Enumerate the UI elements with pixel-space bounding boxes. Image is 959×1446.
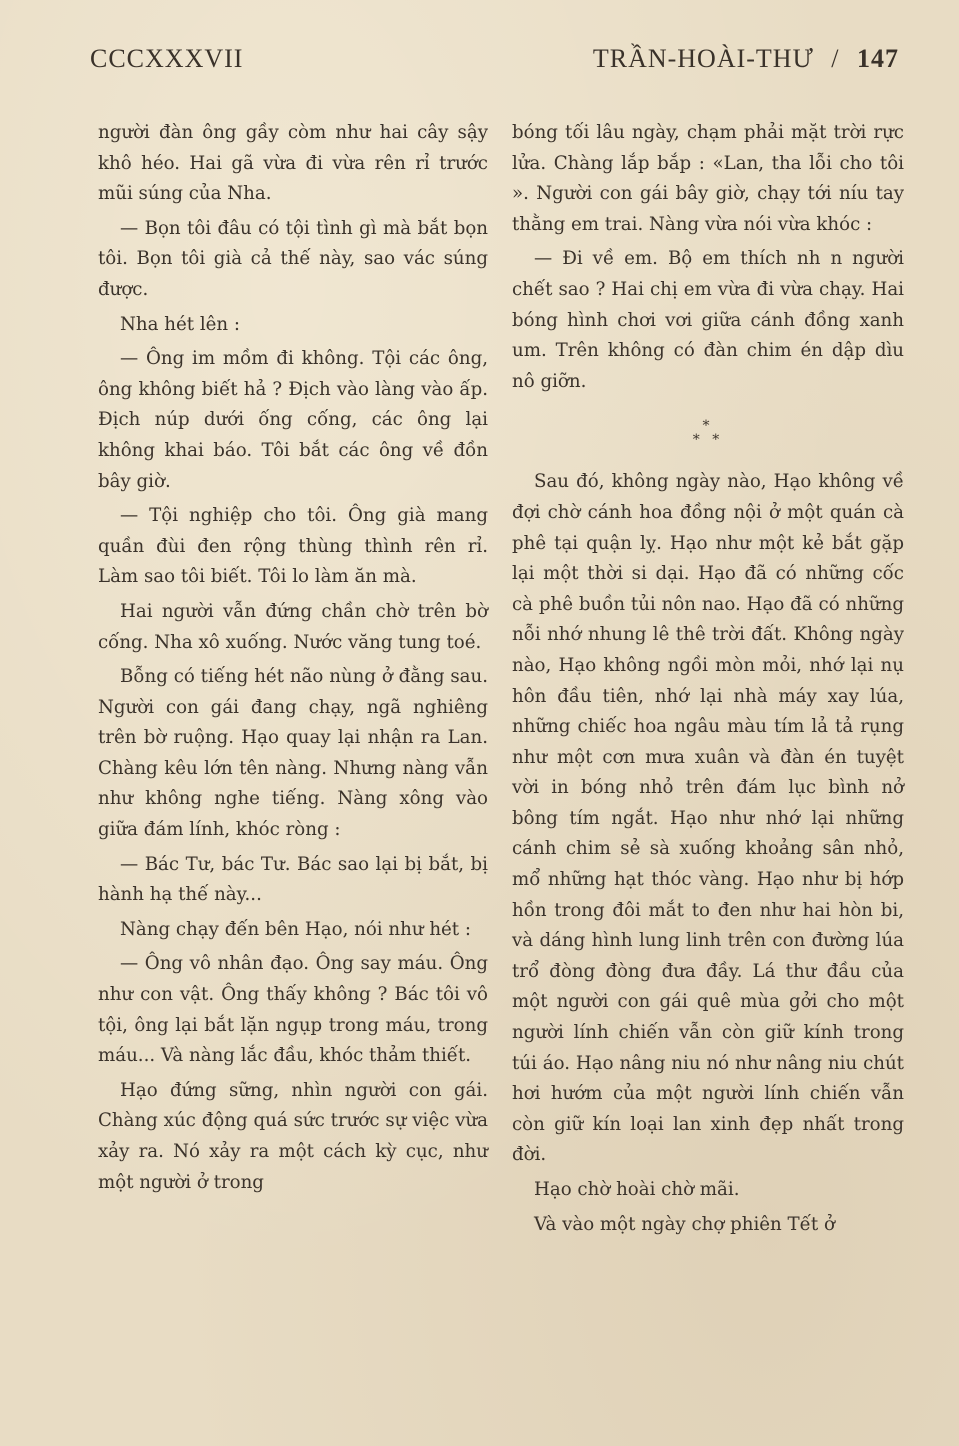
paragraph: Và vào một ngày chợ phiên Tết ở [534, 1213, 835, 1235]
paragraph: — Bọn tôi đâu có tội tình gì mà bắt bọn tôi. Bọn tôi già cả thế này, sao vác súng được. [98, 217, 488, 300]
paragraph: Nàng chạy đến bên Hạo, nói như hét : [120, 918, 472, 940]
paragraph: Bỗng có tiếng hét não nùng ở đằng sau. Người con gái đang chạy, ngã nghiêng trên bờ ruộng. Hạo quay lại nhận ra Lan. Chàng kêu lớn tên nàng. Nhưng nàng vẫn như không nghe tiếng. Nàng xông vào giữa đám lính, khóc ròng : [98, 666, 488, 841]
page-number: 147 [857, 44, 899, 73]
header-separator: / [831, 44, 840, 73]
paragraph: — Tội nghiệp cho tôi. Ông già mang quần đùi đen rộng thùng thình rên rỉ. Làm sao tôi biết. Tôi lo làm ăn mà. [98, 505, 488, 588]
separator-star-bottom: * * [692, 432, 724, 449]
paragraph: Hạo đứng sững, nhìn người con gái. Chàng xúc động quá sức trước sự việc vừa xảy ra. Nó xảy ra một cách kỳ cục, như một người ở trong [98, 1079, 488, 1193]
author-page-number [593, 44, 899, 74]
paragraph: Sau đó, không ngày nào, Hạo không về đợi chờ cánh hoa đồng nội ở một quán cà phê tại quận lỵ. Hạo như một kẻ bắt gặp lại một thời si dại. Hạo đã có những cốc cà phê buồn tủi nôn nao. Hạo đã có những nỗi nhớ nhung lê thê trời đất. Không ngày nào, Hạo không ngồi mòn mỏi, nhớ lại nụ hôn đầu tiên, nhớ lại nhà máy xay lúa, những chiếc hoa ngâu màu tím lả tả rụng như một cơn mưa xuân và đàn én tuyệt vời in bóng nhỏ trên đám lục bình nở bông tím ngắt. Hạo như nhớ lại những cánh chim sẻ sà xuống khoảng sân nhỏ, mổ những hạt thóc vàng. Hạo như bị hớp hồn trong đôi mắt to đen như hai hòn bi, và dáng hình lung linh trên con đường lúa trổ đòng đòng đưa đầy. Lá thư đầu của một người con gái quê mùa gởi cho một người lính chiến vẫn còn giữ kính trong túi áo. Hạo nâng niu nó như nâng niu chút hơi hướm của một người lính chiến vẫn còn giữ kín loại lan xinh đẹp nhất trong đời. [512, 471, 904, 1166]
paragraph: Hai người vẫn đứng chần chờ trên bờ cống. Nha xô xuống. Nước văng tung toé. [98, 600, 488, 653]
left-column [98, 118, 488, 1202]
paragraph: — Bác Tư, bác Tư. Bác sao lại bị bắt, bị hành hạ thế này... [98, 853, 488, 906]
paragraph: — Đi về em. Bộ em thích nh n người chết sao ? Hai chị em vừa đi vừa chạy. Hai bóng hình chơi vơi giữa cánh đồng xanh um. Trên không có đàn chim én dập dìu nô giỡn. [512, 248, 904, 392]
separator-star-top: * [702, 418, 714, 435]
paragraph: Hạo chờ hoài chờ mãi. [534, 1179, 740, 1200]
paragraph: — Ông vô nhân đạo. Ông say máu. Ông như con vật. Ông thấy không ? Bác tôi vô tội, ông lại bắt lặn ngụp trong máu, trong máu... Và nàng lắc đầu, khóc thảm thiết. [98, 953, 488, 1067]
running-header [90, 44, 899, 84]
section-separator [512, 419, 904, 447]
right-column [512, 118, 904, 1244]
section-number: CCCXXXVII [90, 44, 244, 73]
paragraph: Nha hét lên : [120, 313, 241, 335]
continued-paragraph: người đàn ông gầy còm như hai cây sậy khô héo. Hai gã vừa đi vừa rên rỉ trước mũi súng của Nha. [98, 122, 488, 205]
right-column-top [512, 118, 904, 397]
right-column-bottom [512, 467, 904, 1240]
continued-paragraph: bóng tối lâu ngày, chạm phải mặt trời rực lửa. Chàng lắp bắp : «Lan, tha lỗi cho tôi ». Người con gái bây giờ, chạy tới níu tay thằng em trai. Nàng vừa nói vừa khóc : [512, 122, 904, 235]
author-name: TRẦN-HOÀI-THƯ [592, 44, 814, 73]
paragraph: — Ông im mồm đi không. Tội các ông, ông không biết hả ? Địch vào làng vào ấp. Địch núp dưới ống cống, các ông lại không khai báo. Tôi bắt các ông về đồn bây giờ. [98, 348, 488, 492]
